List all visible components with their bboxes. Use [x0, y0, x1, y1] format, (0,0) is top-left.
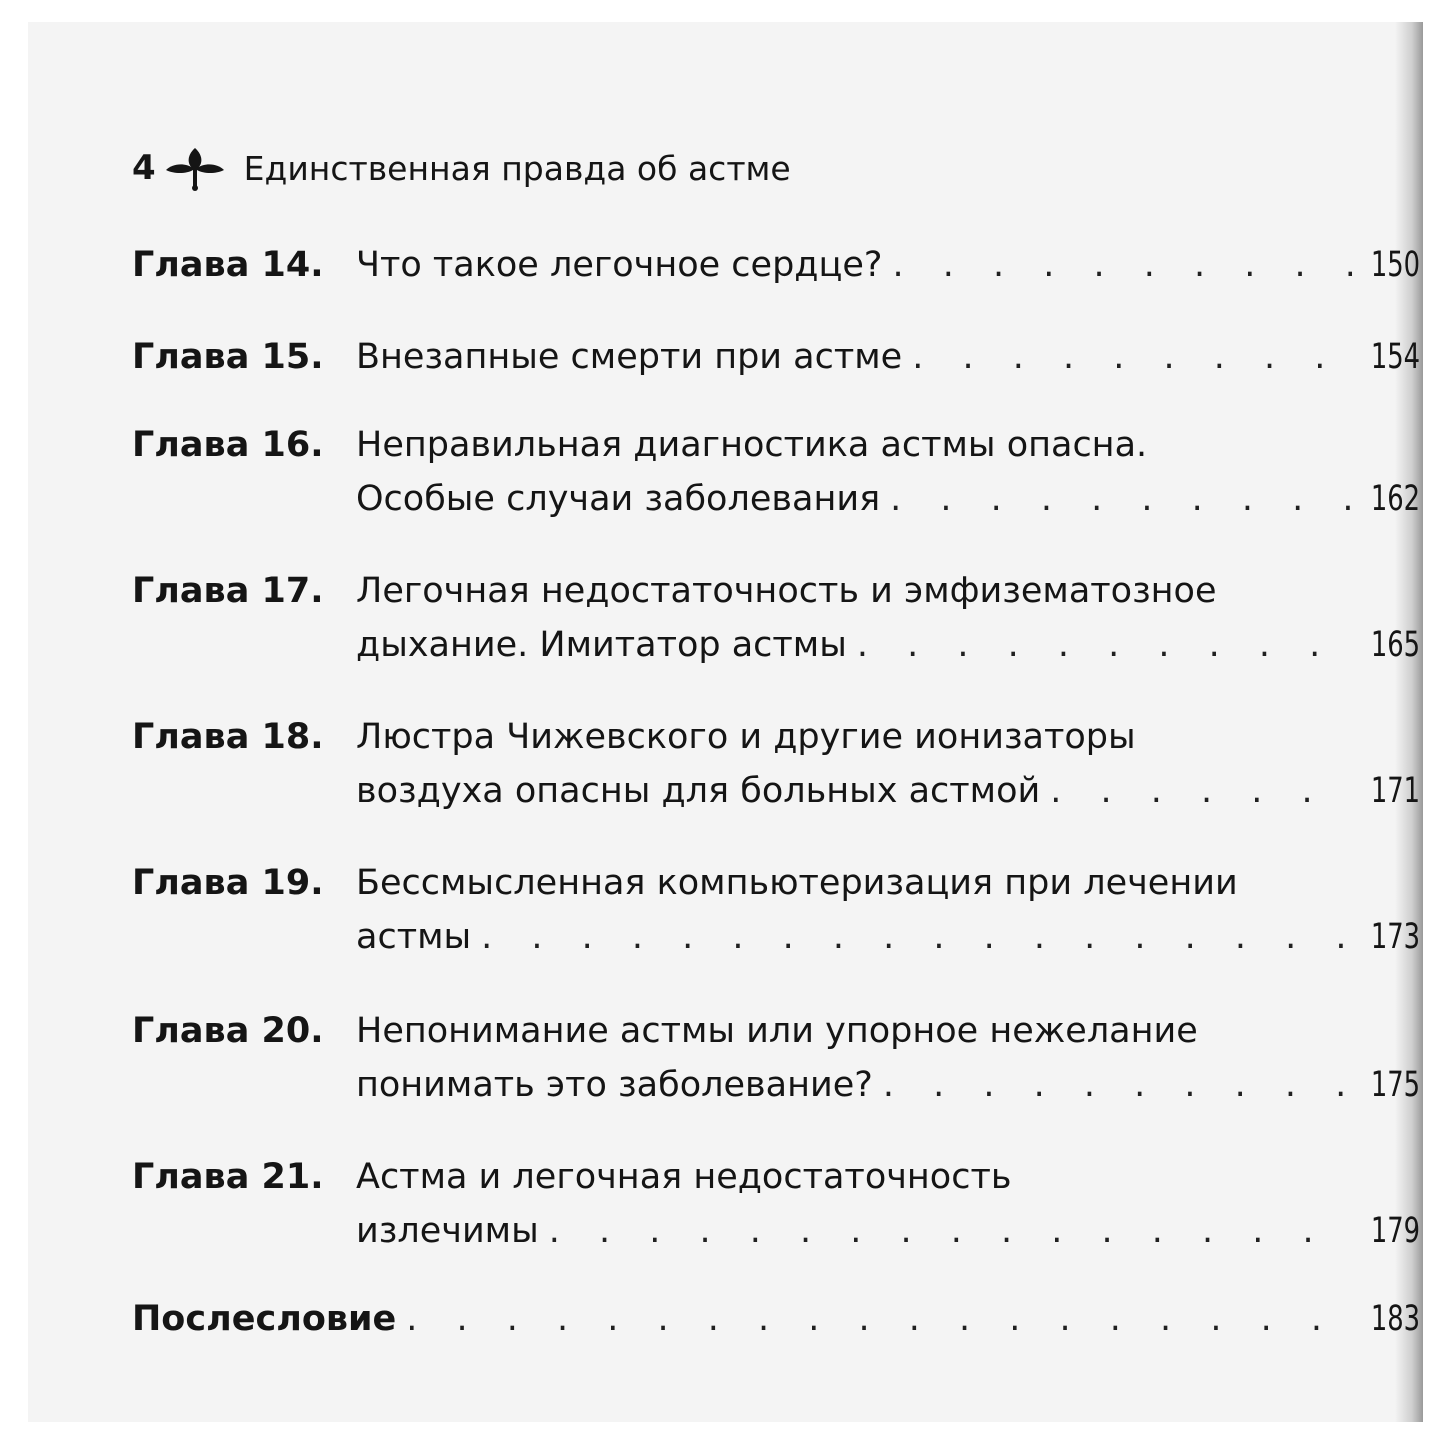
header-book-title: Единственная правда об астме [243, 148, 791, 188]
chapter-label: Глава 14. [132, 245, 324, 285]
chapter-title-continued: астмы [356, 917, 472, 957]
chapter-page-number: 162 [1370, 479, 1420, 519]
chapter-title-line [356, 330, 1420, 384]
leader-dots [902, 330, 1352, 384]
chapter-title-continued: Особые случаи заболевания [356, 479, 881, 519]
chapter-title-block [356, 238, 1420, 292]
chapter-title-line [356, 472, 1420, 526]
leader-dots [880, 472, 1352, 526]
chapter-title-line: Легочная недостаточность и эмфизематозное [356, 571, 1217, 611]
chapter-title-line [356, 764, 1420, 818]
chapter-title-continued: излечимы [356, 1211, 539, 1251]
chapter-title-block [356, 856, 1420, 964]
afterword-label: Послесловие [132, 1299, 397, 1339]
chapter-title-line [356, 910, 1420, 964]
chapter-title: Что такое легочное сердце? [356, 245, 883, 285]
chapter-title-block [356, 1150, 1420, 1258]
chapter-title-continued: понимать это заболевание? [356, 1065, 873, 1105]
afterword-page-number: 183 [1370, 1299, 1420, 1339]
chapter-label: Глава 17. [132, 571, 324, 611]
running-header [132, 146, 791, 190]
chapter-title-block [356, 330, 1420, 384]
chapter-page-number: 179 [1370, 1211, 1420, 1251]
chapter-title-block [356, 1004, 1420, 1112]
chapter-title-line [356, 618, 1420, 672]
chapter-title-line [356, 1058, 1420, 1112]
chapter-label: Глава 19. [132, 863, 324, 903]
chapter-title: Внезапные смерти при астме [356, 337, 903, 377]
chapter-page-number: 150 [1370, 245, 1420, 285]
chapter-label: Глава 16. [132, 425, 324, 465]
chapter-title-line [356, 1204, 1420, 1258]
leaf-ornament-icon [162, 144, 228, 192]
header-page-number: 4 [132, 148, 156, 188]
chapter-title-block [356, 710, 1420, 818]
leader-dots [396, 1292, 1352, 1346]
chapter-title-line: Непонимание астмы или упорное нежелание [356, 1011, 1198, 1051]
chapter-label: Глава 20. [132, 1011, 324, 1051]
chapter-title-block [356, 418, 1420, 526]
leader-dots [1040, 764, 1352, 818]
afterword-block [132, 1292, 1420, 1346]
chapter-page-number: 171 [1370, 771, 1420, 811]
leader-dots [847, 618, 1352, 672]
chapter-title-block [356, 564, 1420, 672]
leader-dots [471, 910, 1352, 964]
chapter-label: Глава 15. [132, 337, 324, 377]
book-page [28, 22, 1423, 1422]
chapter-title-line: Бессмысленная компьютеризация при лечении [356, 863, 1238, 903]
chapter-title-continued: воздуха опасны для больных астмой [356, 771, 1041, 811]
chapter-page-number: 173 [1370, 917, 1420, 957]
leader-dots [539, 1204, 1352, 1258]
chapter-title-line: Люстра Чижевского и другие ионизаторы [356, 717, 1136, 757]
chapter-page-number: 154 [1370, 337, 1420, 377]
chapter-title-line [356, 238, 1420, 292]
chapter-label: Глава 18. [132, 717, 324, 757]
afterword-line [132, 1292, 1420, 1346]
chapter-title-continued: дыхание. Имитатор астмы [356, 625, 847, 665]
leader-dots [882, 238, 1351, 292]
chapter-label: Глава 21. [132, 1157, 324, 1197]
chapter-title-line: Астма и легочная недостаточность [356, 1157, 1012, 1197]
chapter-page-number: 175 [1370, 1065, 1420, 1105]
chapter-title-line: Неправильная диагностика астмы опасна. [356, 425, 1148, 465]
chapter-page-number: 165 [1370, 625, 1420, 665]
leader-dots [873, 1058, 1352, 1112]
